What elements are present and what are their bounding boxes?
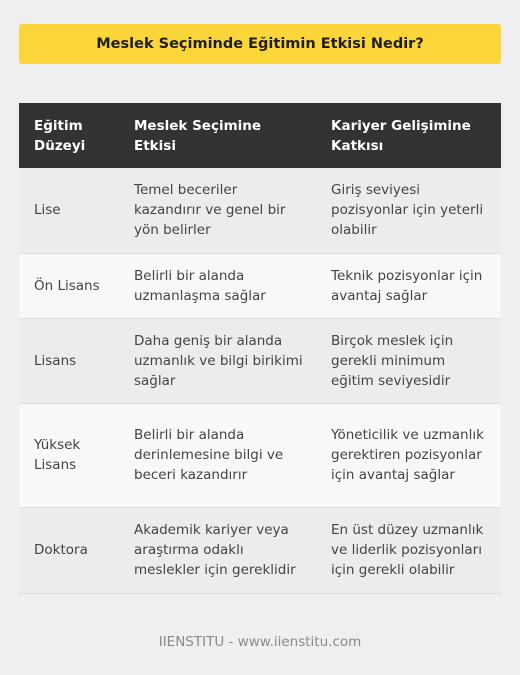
cell-career-choice-effect: Daha geniş bir alanda uzmanlık ve bilgi birikimi sağlar xyxy=(119,318,316,403)
header-career-choice-effect: Meslek Seçimine Etkisi xyxy=(119,103,316,168)
title-banner xyxy=(19,24,501,64)
header-education-level: Eğitim Düzeyi xyxy=(19,103,119,168)
cell-career-development-contribution: Giriş seviyesi pozisyonlar için yeterli olabilir xyxy=(316,168,501,253)
table-row xyxy=(19,403,501,507)
cell-career-development-contribution: Birçok meslek için gerekli minimum eğitim seviyesidir xyxy=(316,318,501,403)
cell-career-choice-effect: Akademik kariyer veya araştırma odaklı meslekler için gereklidir xyxy=(119,507,316,593)
cell-education-level: Ön Lisans xyxy=(19,253,119,318)
table-row xyxy=(19,253,501,318)
cell-career-choice-effect: Belirli bir alanda uzmanlaşma sağlar xyxy=(119,253,316,318)
cell-education-level: Yüksek Lisans xyxy=(19,403,119,507)
table-row xyxy=(19,318,501,403)
cell-career-choice-effect: Temel beceriler kazandırır ve genel bir yön belirler xyxy=(119,168,316,253)
cell-career-choice-effect: Belirli bir alanda derinlemesine bilgi ve beceri kazandırır xyxy=(119,403,316,507)
table-header xyxy=(19,103,501,168)
table-row xyxy=(19,507,501,593)
cell-education-level: Lise xyxy=(19,168,119,253)
header-row xyxy=(19,103,501,168)
page-title: Meslek Seçiminde Eğitimin Etkisi Nedir? xyxy=(96,36,424,52)
table-body xyxy=(19,168,501,593)
cell-career-development-contribution: Teknik pozisyonlar için avantaj sağlar xyxy=(316,253,501,318)
cell-career-development-contribution: Yöneticilik ve uzmanlık gerektiren pozisyonlar için avantaj sağlar xyxy=(316,403,501,507)
table-row xyxy=(19,168,501,253)
footer-credit: IIENSTITU - www.iienstitu.com xyxy=(158,634,362,650)
cell-education-level: Lisans xyxy=(19,318,119,403)
header-career-development-contribution: Kariyer Gelişimine Katkısı xyxy=(316,103,501,168)
cell-education-level: Doktora xyxy=(19,507,119,593)
education-table xyxy=(19,103,501,594)
cell-career-development-contribution: En üst düzey uzmanlık ve liderlik pozisyonları için gerekli olabilir xyxy=(316,507,501,593)
